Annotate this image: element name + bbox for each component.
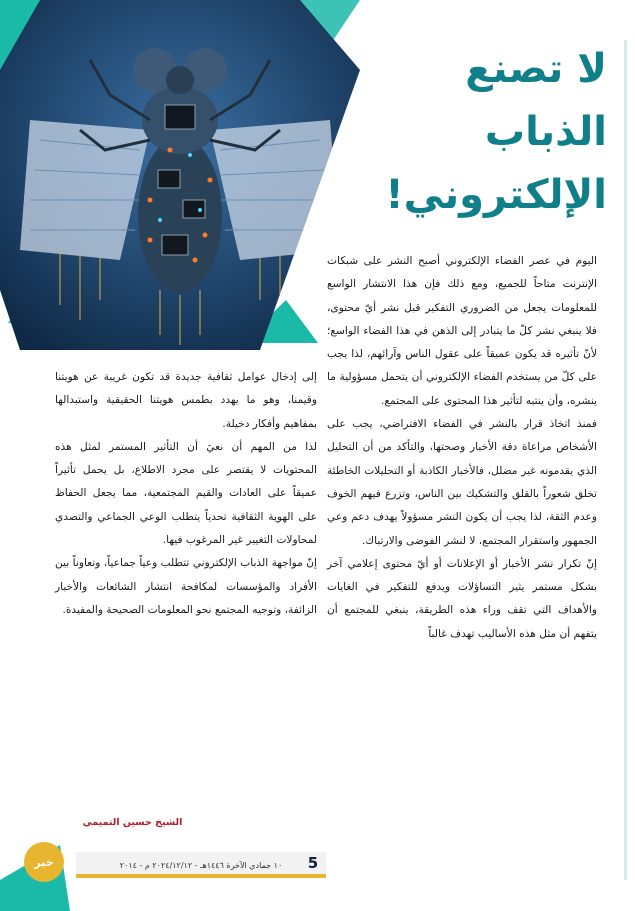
title-line-1: لا تصنع [465,46,607,92]
article-column-right [327,250,597,646]
paragraph: لذا من المهم أن نعيَ أن التأثير المستمر لمثل هذه المحتويات لا يقتصر على مجرد الاطلاع، بل يحمل تأثيراً عميقاً على العادات والقيم المجتمعية، مما يجعل الحفاظ على الهوية الثقافية تحدياً يتطلب الوعي الجماعي والتصدي لمحاولات التغيير غير المرغوب فيها. [55,440,317,547]
paragraph: إلى إدخال عوامل ثقافية جديدة قد تكون غريبة عن هويتنا وقيمنا، وهو ما يهدد بطمس هويتنا الحقيقية واستبدالها بمفاهيم وأفكار دخيلة. [55,371,317,430]
paragraph: فمنذ اتخاذ قرار بالنشر في الفضاء الافتراضي، يجب على الأشخاص مراعاة دقة الأخبار وصحتها، والتأكد من أن التحليل الذي يقدمونه غير مضلل، فالأخبار الكاذبة أو التحليلات الخاطئة تخلق شعوراً بالقلق والتشكيك بين الناس، وتزرع فيهم الخوف وعدم الثقة، لذا يجب أن يكون النشر مسؤولاً يهدف دعم وعي الجمهور واستقرار المجتمع، لا لنشر الفوضى والارتباك. [327,418,597,547]
title-line-3: الإلكتروني! [385,172,607,218]
page-number: 5 [307,854,319,872]
title-line-2: الذباب [484,109,607,155]
paragraph: اليوم في عصر الفضاء الإلكتروني أصبح النشر على شبكات الإنترنت متاحاً للجميع، ومع ذلك فإن هذا الانتشار الواسع للمعلومات يجعل من الضروري التفكير قبل نشر أيّ محتوى، فلا ينبغي نشر كلّ ما يتبادر إلى الذهن في هذا الفضاء الواسع؛ لأنّ تأثيره قد يكون عميقاً على عقول الناس وآرائهم، لذا يجب على كلّ من يستخدم الفضاء الإلكتروني أن يتحمل مسؤولية ما ينشره، وأن ينتبه لتأثير هذا المحتوى على المجتمع. [327,255,597,407]
article-column-left [55,366,317,622]
author-name: الشيخ حسين التميمي [82,817,183,828]
right-rule [624,40,627,880]
issue-info: ١٠ جمادي الآخرة ١٤٤٦هـ - ٢٠٢٤/١٢/١٢ م - ٢٠١٤ [119,861,283,870]
paragraph: إنّ مواجهة الذباب الإلكتروني تتطلب وعياً جماعياً، وتعاوناً بين الأفراد والمؤسسات لمكافحة انتشار الشائعات والأخبار الزائفة، وتوجيه المجتمع نحو المعلومات الصحيحة والمفيدة. [55,557,317,616]
paragraph: إنّ تكرار نشر الأخبار أو الإعلانات أو أيّ محتوى إعلامي آخر بشكل مستمر يثير التساؤلات ويدفع للتفكير في الغايات والأهداف التي تقف وراء هذه الطريقة، ينبغي للمجتمع أن يتفهم أن مثل هذه الأساليب تهدف غالباً [327,557,597,640]
hero-electronic-fly-illustration [0,0,360,350]
footer-bar-accent [76,874,326,878]
article-title [387,38,607,227]
abdomen [138,137,222,293]
magazine-logo: خير [34,856,54,869]
